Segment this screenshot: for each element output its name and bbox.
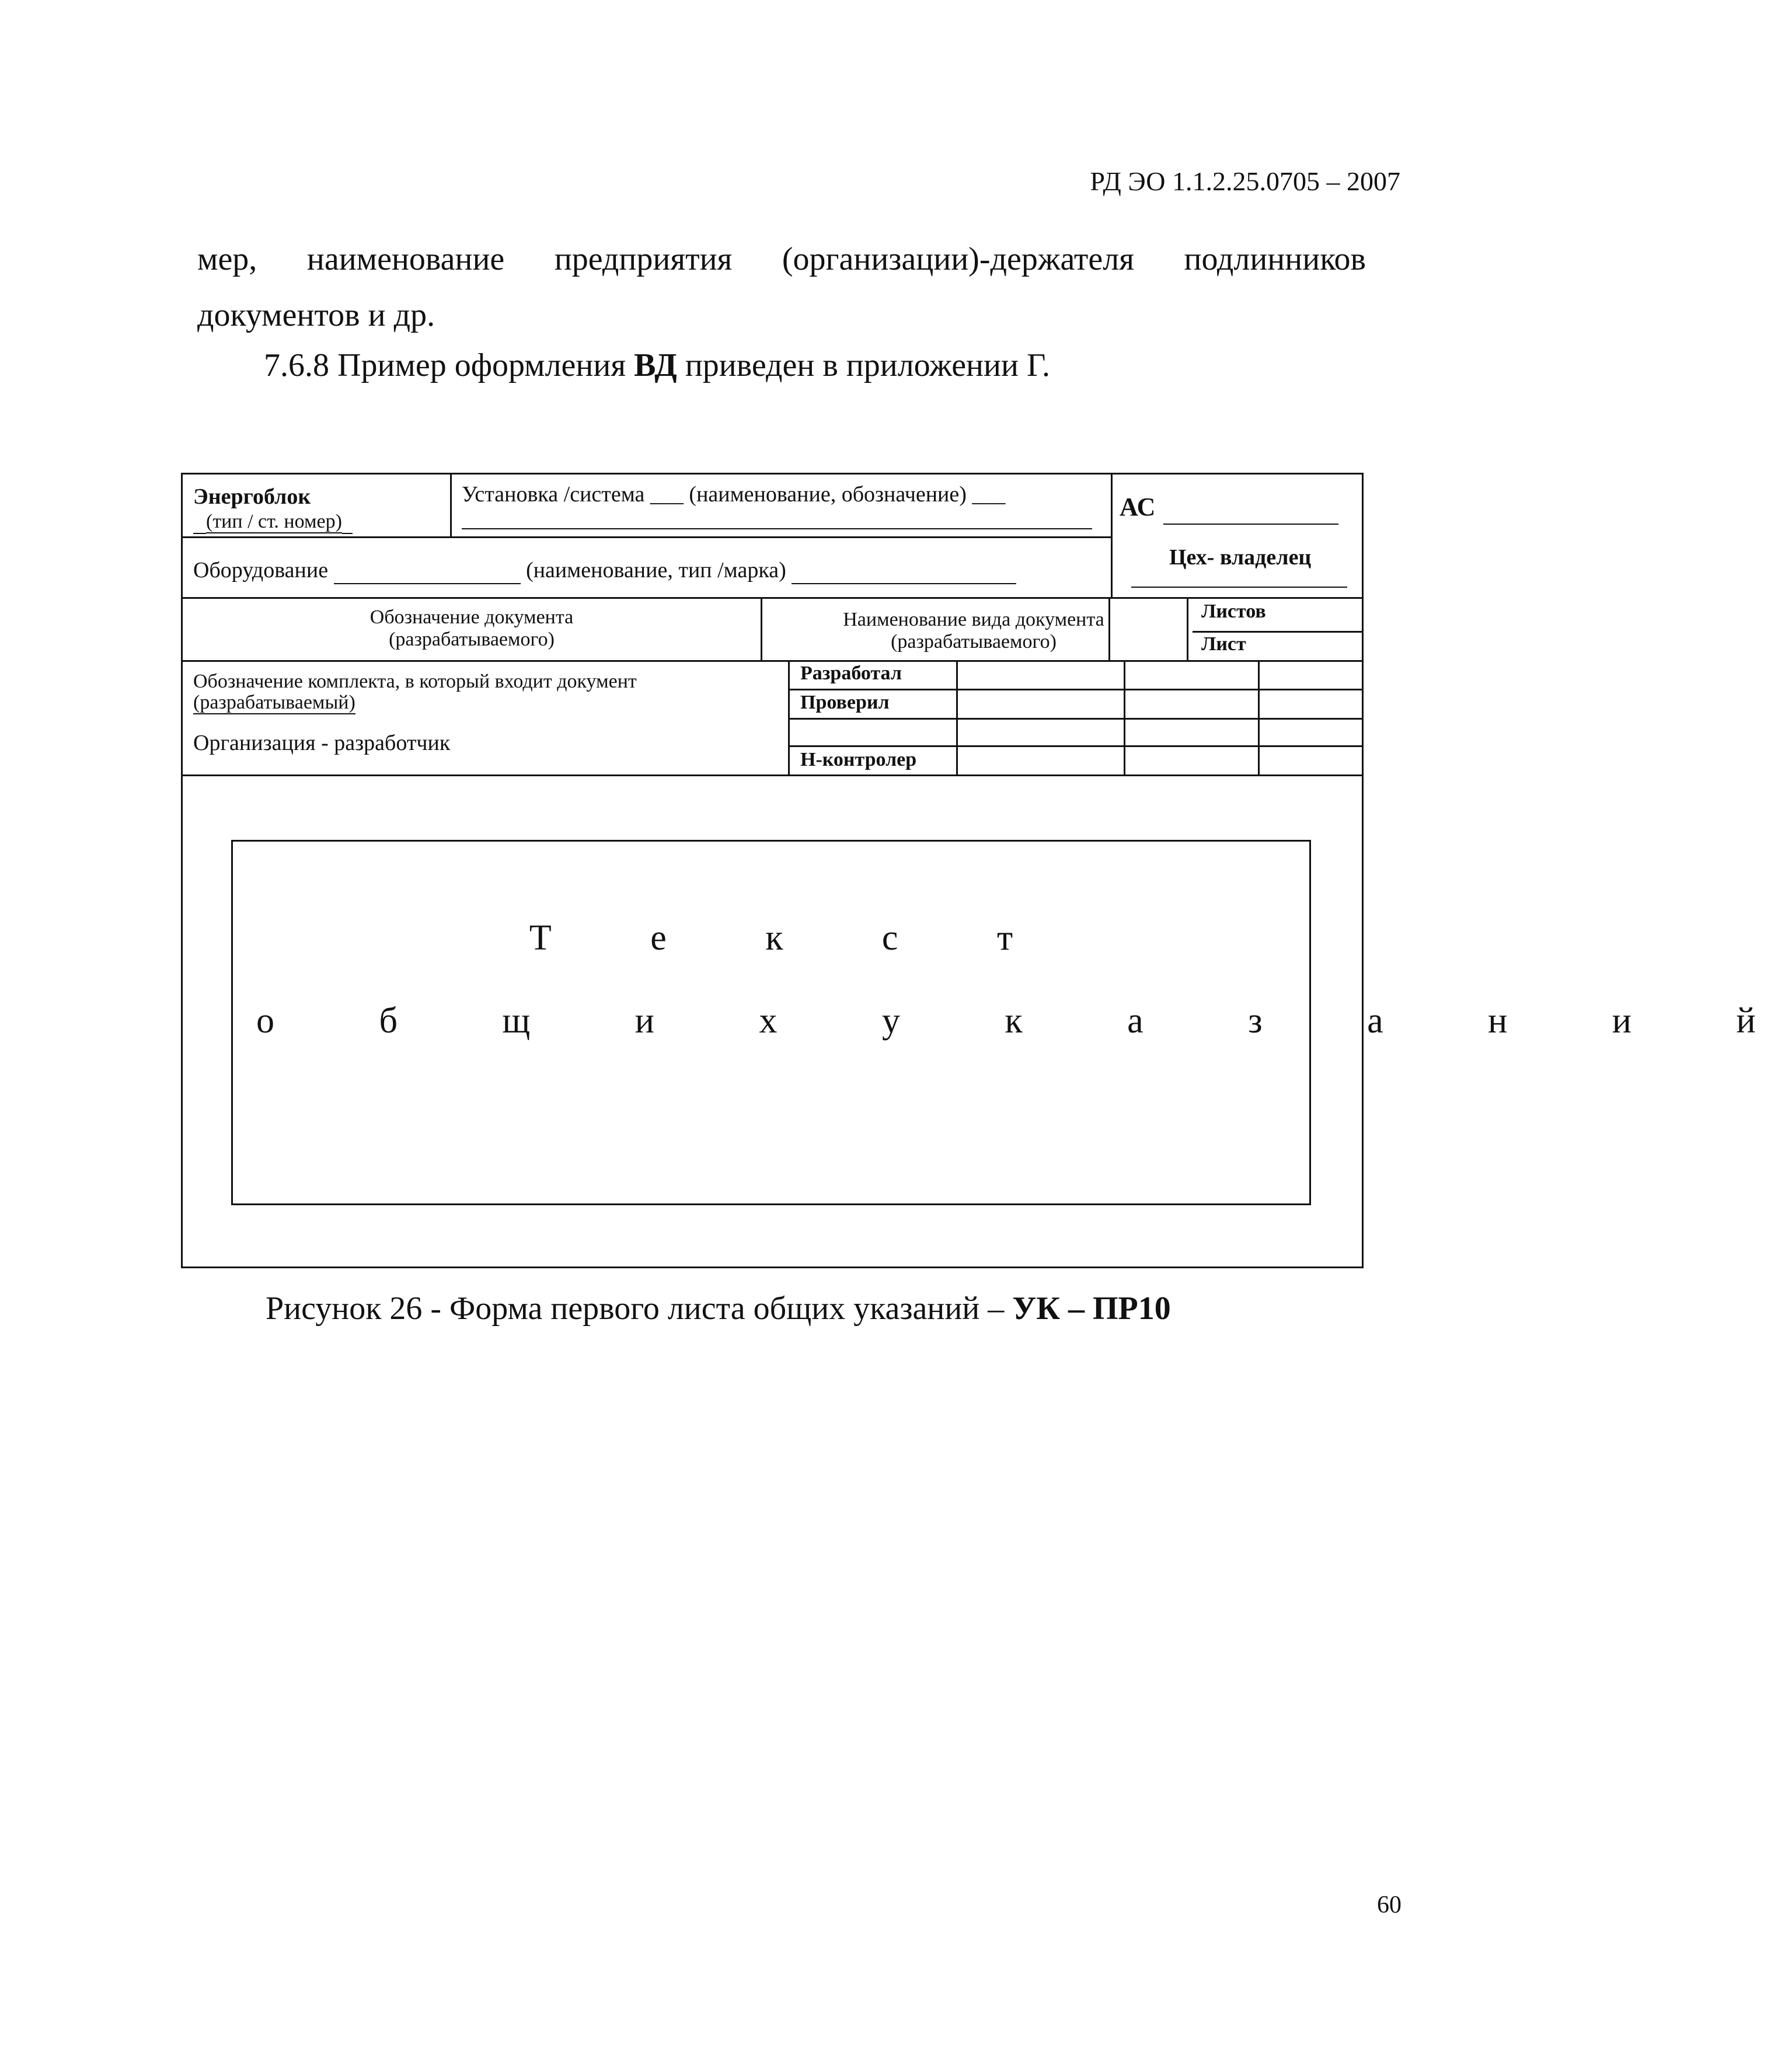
form-rule <box>183 774 1362 776</box>
label-n-kontroler: Н-контролер <box>800 749 917 770</box>
blank-field <box>193 511 206 534</box>
form-rule <box>183 597 1362 599</box>
label-list: Лист <box>1201 633 1246 655</box>
text-line-2: о б щ и х у к а з а н и й <box>256 1001 1792 1041</box>
hint-oborudovanie: (наименование, тип /марка) <box>526 558 786 582</box>
hint-oboznachenie-komplekta-text: (разрабатываемый) <box>193 692 355 713</box>
form-rule <box>450 475 452 536</box>
figure-caption <box>266 1290 1171 1327</box>
form-rule <box>788 745 1362 747</box>
page-number: 60 <box>1377 1892 1401 1918</box>
hint-naimenovanie-vida: (разрабатываемого) <box>891 631 1057 653</box>
paragraph-7-6-8-suffix: приведен в приложении Г. <box>677 347 1051 383</box>
paragraph-7-6-8-bold: ВД <box>634 347 677 383</box>
form-rule <box>788 718 1362 720</box>
label-ustanovka: Установка /система ___ (наименование, обозначение) ___ <box>462 482 1006 507</box>
label-naimenovanie-vida: Наименование вида документа <box>843 609 1104 630</box>
label-oboznachenie-komplekta: Обозначение комплекта, в который входит документ <box>193 671 637 692</box>
label-organizaciya: Организация - разработчик <box>193 731 451 755</box>
paragraph-7-6-8-prefix: 7.6.8 Пример оформления <box>264 347 634 383</box>
form-rule <box>183 536 1111 538</box>
hint-energoblok <box>193 511 353 534</box>
text-line-1: Т е к с т <box>529 918 1048 958</box>
paragraph-continuation: мер, наименование предприятия (организации)-держателя подлинников документов и др. <box>197 241 1366 333</box>
general-instructions-box <box>231 840 1792 1205</box>
form-rule <box>1193 631 1362 633</box>
figure-caption-bold: УК – ПР10 <box>1012 1290 1171 1327</box>
label-oborudovanie-text: Оборудование <box>193 558 329 582</box>
label-ceh-vladelec: Цех- владелец <box>1169 545 1312 570</box>
label-proveril: Проверил <box>800 692 890 713</box>
form-first-sheet <box>181 473 1792 1268</box>
label-razrabotal: Разработал <box>800 662 902 684</box>
form-rule <box>1124 660 1125 774</box>
form-rule <box>788 660 790 774</box>
document-code: РД ЭО 1.1.2.25.0705 – 2007 <box>1090 166 1400 196</box>
label-oboznachenie-doc: Обозначение документа <box>369 606 574 628</box>
label-energoblok: Энергоблок <box>193 484 311 509</box>
hint-oboznachenie-doc: (разрабатываемого) <box>389 629 555 650</box>
figure-caption-text: Рисунок 26 - Форма первого листа общих указаний – <box>266 1290 1013 1327</box>
form-rule <box>1111 475 1113 597</box>
label-listov: Листов <box>1201 601 1266 622</box>
hint-oboznachenie-komplekta <box>193 692 355 714</box>
blank-field <box>334 557 521 584</box>
form-rule <box>183 660 1362 662</box>
blank-field <box>462 528 1092 529</box>
blank-field <box>1163 524 1338 525</box>
blank-field <box>1131 587 1347 588</box>
label-oborudovanie <box>193 557 1016 584</box>
form-rule <box>956 660 958 774</box>
label-as: АС <box>1120 493 1156 521</box>
blank-field <box>342 511 353 534</box>
blank-field <box>792 557 1016 584</box>
form-rule <box>1187 597 1188 660</box>
form-rule <box>788 689 1362 690</box>
hint-energoblok-text: (тип / ст. номер) <box>206 511 342 532</box>
form-rule <box>1258 660 1260 774</box>
paragraph-7-6-8 <box>264 347 1050 384</box>
